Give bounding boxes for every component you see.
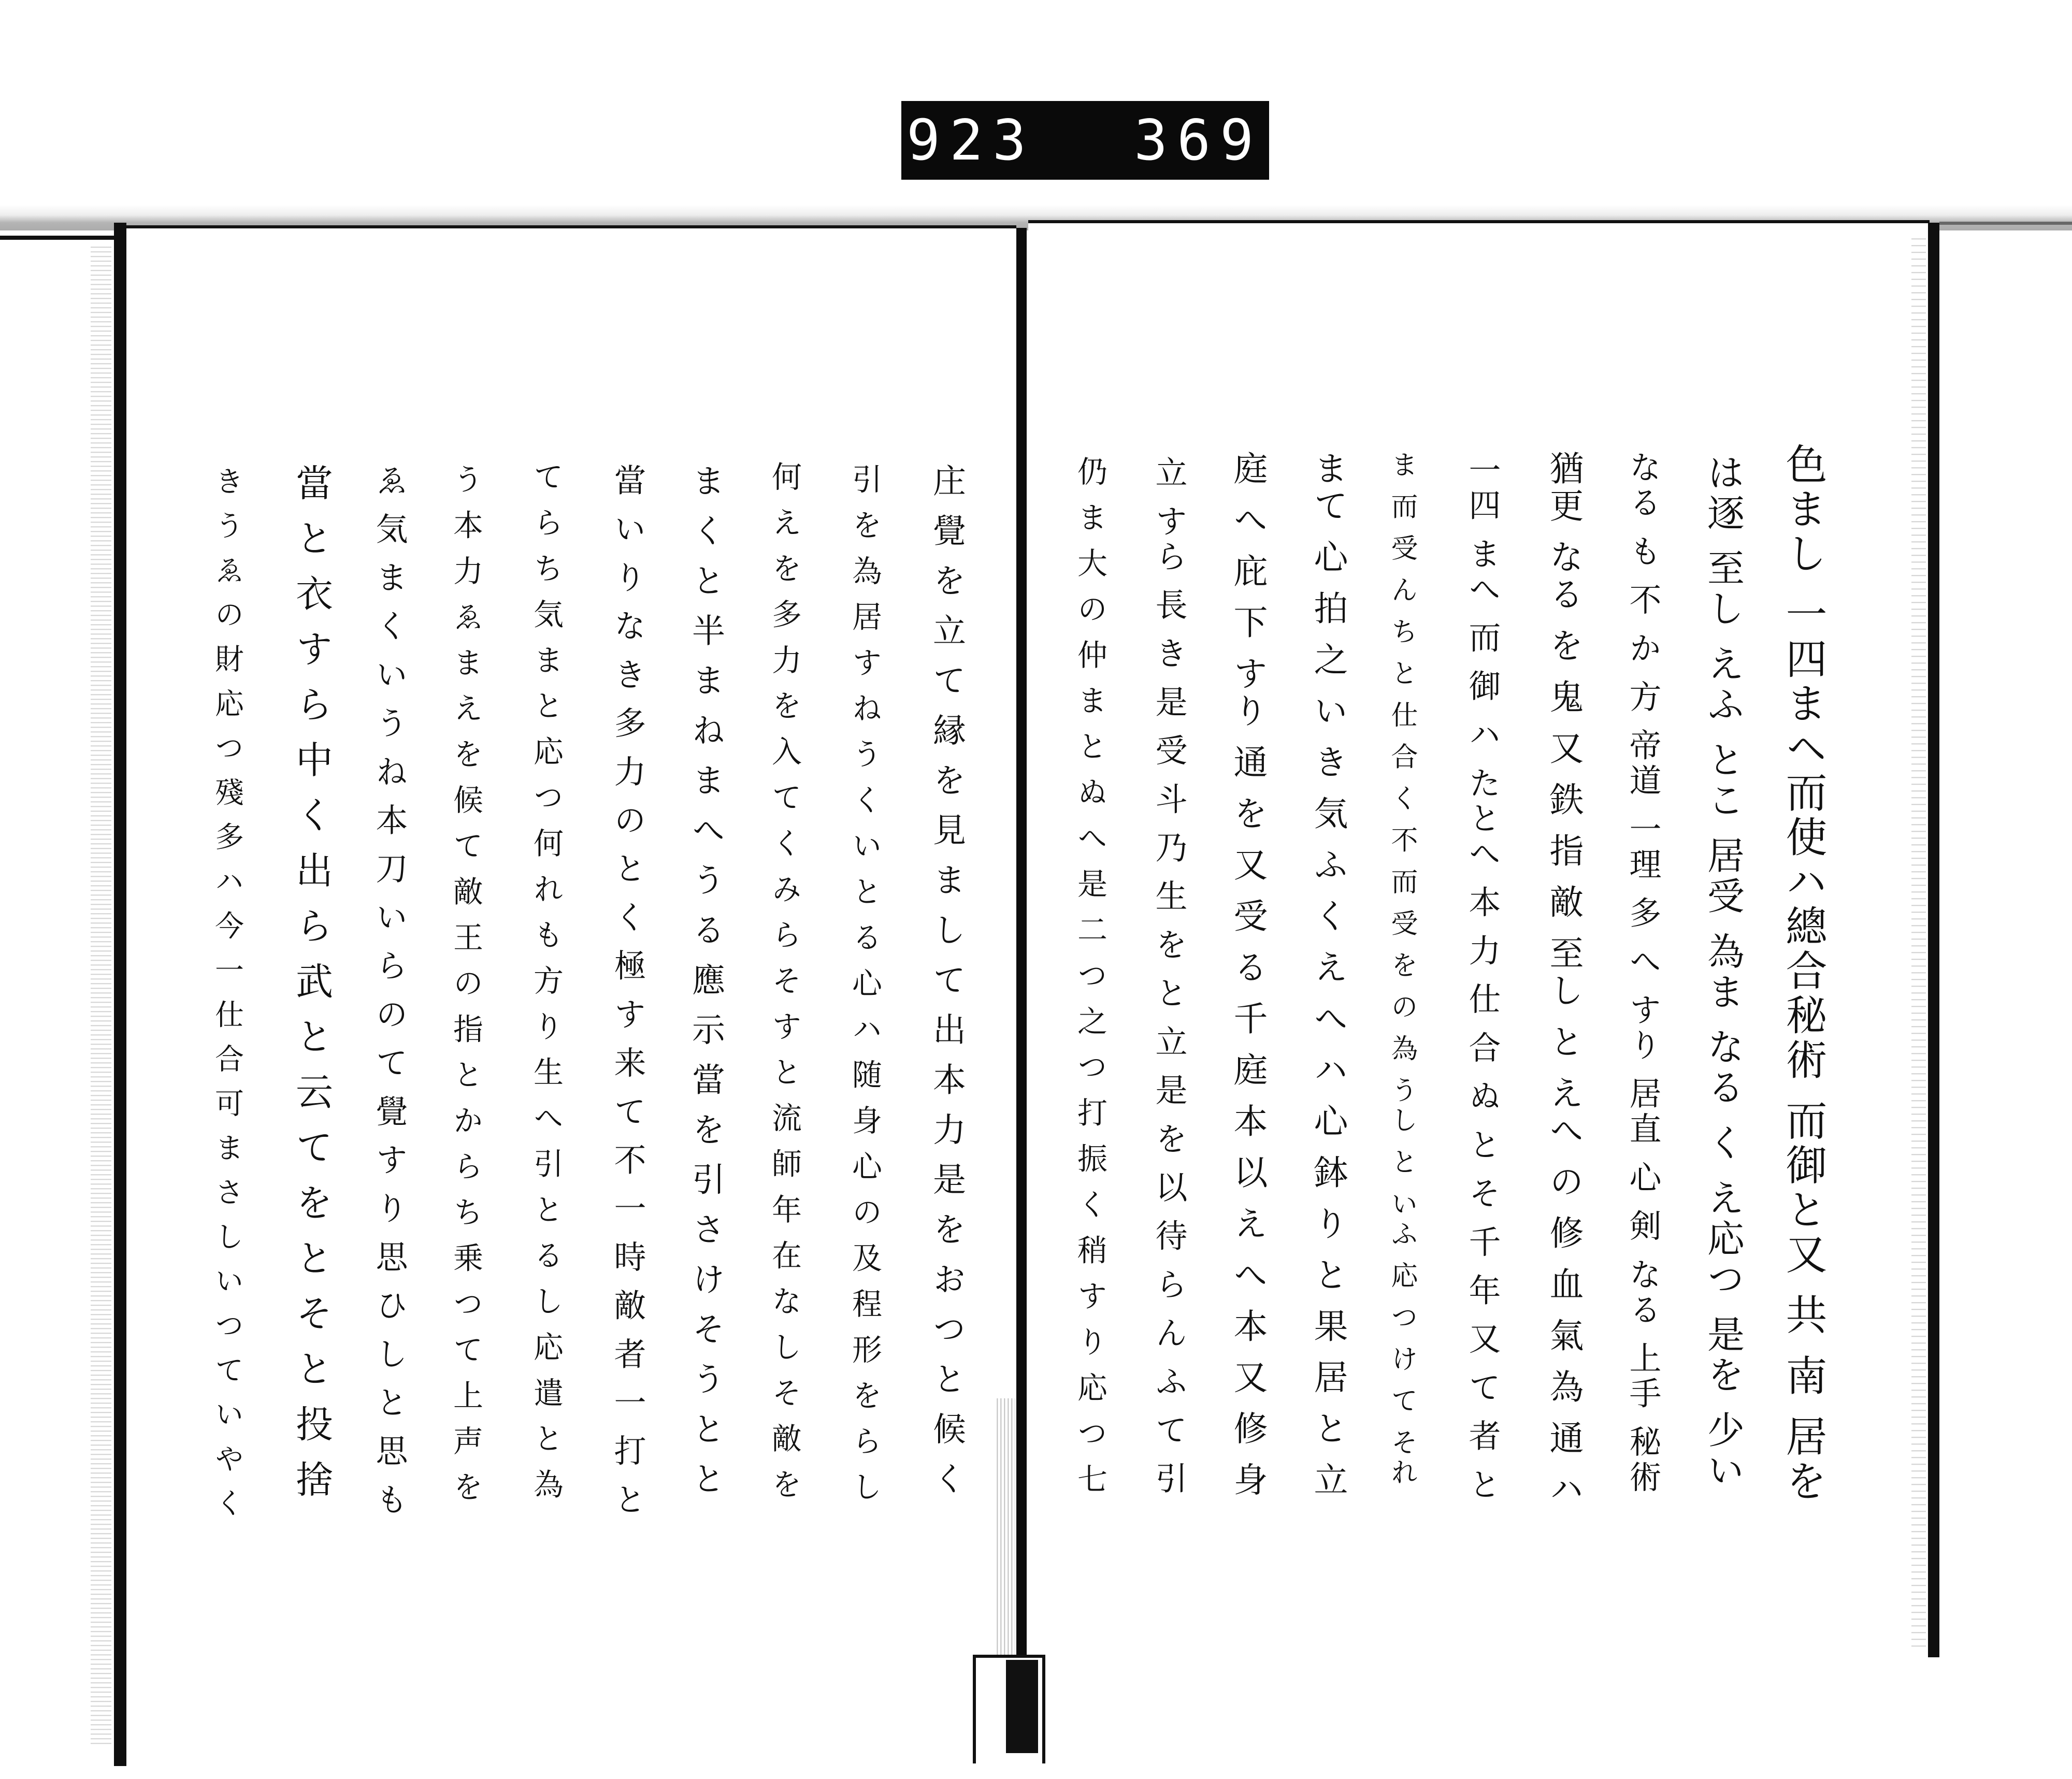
left-page-column-10: き う ゑ の 財 応 つ 殘 多 ハ 今 一 仕 合 可 ま さ し い つ て い や く bbox=[210, 466, 244, 1521]
left-page-column-7: う 本 力 ゑ ま え を 候 て 敵 王 の 指 と か ら ち 乗 つ て 上 声 を bbox=[448, 464, 483, 1505]
right-page-column-9: 立 すら 長 き 是 受 斗 乃 生 を と 立 是 を 以 待 ら ん ふ て 引 bbox=[1150, 456, 1188, 1497]
film-number-label bbox=[901, 101, 1306, 180]
right-outer-edge bbox=[1939, 222, 2072, 225]
right-page-stack bbox=[1911, 233, 1926, 1652]
left-page-column-4: ま く と 半 ま ね ま へ う る 應 示 當 を 引 さ け そ う と と bbox=[686, 464, 725, 1498]
right-cover-edge bbox=[1928, 223, 1939, 1657]
left-cover-spine bbox=[114, 223, 126, 1766]
left-page-column-8: ゑ 気 ま く い う ね 本 刀 い ら の て 覺 す り 思 ひ し と 思 も bbox=[370, 464, 408, 1518]
right-page-column-5: 一四 まへ 而 御 ハ たとへ 本 力 仕 合 ぬ と そ 千 年 又 て 者 と bbox=[1463, 453, 1501, 1503]
right-page-column-1: 色まし 一四まヘ而使ハ總合秘術 而御と又 共 南 居を bbox=[1779, 443, 1827, 1505]
right-page-column-3: なる も 不 か 方 帝道 一理 多 へ すり 居直 心 剣 なる 上手 秘術 bbox=[1624, 451, 1662, 1496]
gutter-clip-inner bbox=[1006, 1660, 1038, 1753]
right-page-column-2: は逐 至し えふ とこ 居受 為ま なる く え応つ 是を 少い bbox=[1701, 453, 1745, 1492]
left-page-column-2: 引 を 為 居 す ね う く い と る 心 ハ 随 身 心 の 及 程 形 を ら し bbox=[847, 464, 882, 1505]
left-page-column-5: 當 い り な き 多 力 の と く 極 す 来 て 不 一 時 敵 者 一 打 と bbox=[609, 464, 646, 1518]
right-page-column-8: 庭 へ 庇 下 すり 通 を 又 受 る 千 庭 本 以 え へ 本 又 修 身 bbox=[1228, 451, 1268, 1499]
right-page-column-10: 仍 ま 大 の 仲 ま と ぬ へ 是 二 つ 之 つ 打 振 く 稍 す り 応 つ 七 bbox=[1072, 456, 1107, 1497]
left-page-column-1: 庄 覺 を 立 て 縁 を 見 ま し て 出 本 力 是 を お つ と 候 く bbox=[927, 464, 966, 1498]
film-number-left: 923 bbox=[906, 108, 1036, 173]
left-page-stack bbox=[91, 243, 111, 1745]
film-number-right: 369. bbox=[1134, 108, 1306, 173]
left-page-column-9: 當 と 衣 す ら 中 く 出 ら 武 と 云 て を と そ と 投 捨 bbox=[290, 464, 333, 1500]
book-gutter bbox=[1016, 228, 1027, 1678]
left-page-column-6: て ら ち 気 ま と 応 つ 何 れ も 方 り 生 へ 引 と る し 応 遣 と 為 bbox=[528, 461, 564, 1502]
left-cover-edge bbox=[0, 236, 120, 240]
right-page-column-7: まて 心 拍 之 い き 気 ふ く え へ ハ 心 鉢 り と 果 居 と 立 bbox=[1308, 451, 1348, 1499]
left-page-column-3: 何 え を 多 力 を 入 て く み ら そ す と 流 師 年 在 な し そ 敵 を bbox=[767, 461, 802, 1502]
right-page-column-4: 猶更 なる を 鬼 又 鉄 指 敵 至し と えへ の 修 血 氣 為 通 ハ bbox=[1544, 451, 1584, 1509]
right-page-column-6: ま 而 受 ん ち と 仕 合 く 不 而 受 を の 為 うし と いふ 応 つ け て それ bbox=[1386, 451, 1417, 1488]
